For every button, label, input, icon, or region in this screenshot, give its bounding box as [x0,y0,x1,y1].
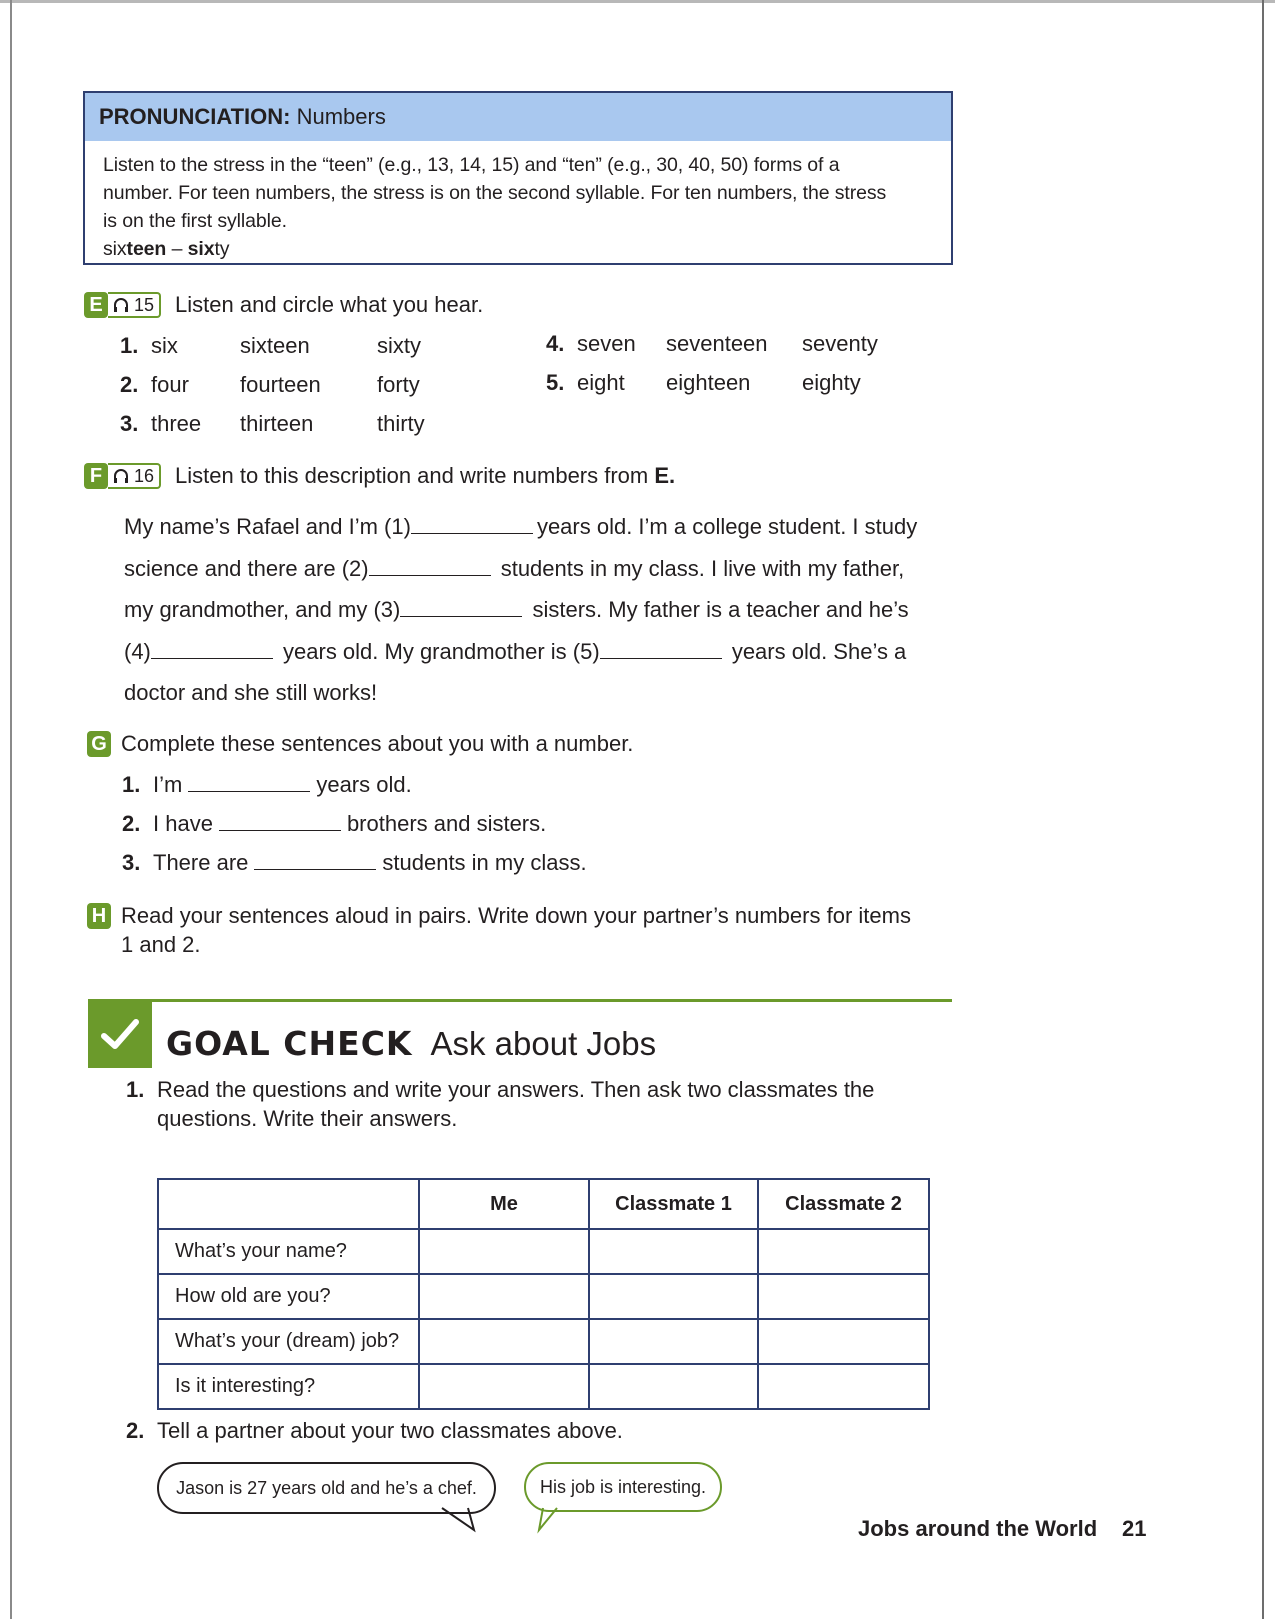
answer-cell[interactable] [419,1274,589,1319]
instruction-line: Read your sentences aloud in pairs. Write down your partner’s numbers for items [121,903,911,928]
paragraph-line [124,589,954,631]
list-item [120,372,420,398]
item-number: 1. [126,1077,145,1102]
question-cell: How old are you? [158,1274,419,1319]
blank-4[interactable] [151,640,273,659]
paragraph-line [124,506,954,548]
goal-item-text [157,1075,874,1133]
sentence-end: students in my class. [382,850,587,875]
item-number: 3. [122,850,141,875]
list-item [120,333,421,359]
answer-blank[interactable] [254,851,376,870]
paragraph-line [124,631,954,673]
answer-cell[interactable] [419,1229,589,1274]
blank-2[interactable] [369,557,491,576]
paragraph-text: years old. I’m a college student. I study [536,514,918,539]
item-number: 1. [122,772,141,797]
table-row [158,1229,929,1274]
pronunciation-heading-rest: Numbers [290,104,386,129]
speech-bubble [157,1462,496,1514]
sentence-start: I’m [153,772,183,797]
pronunciation-body [85,141,951,263]
instruction-bold: E. [654,463,676,488]
item-number: 1. [120,333,139,358]
table-header-cell: Me [419,1179,589,1229]
answer-blank[interactable] [188,773,310,792]
page-left-edge [10,0,12,1619]
word-option[interactable]: seventy [802,331,878,356]
headphones-icon [112,296,130,314]
jobs-table [157,1178,930,1410]
speech-bubble [524,1462,722,1512]
table-header-row [158,1179,929,1229]
list-item [120,411,425,437]
headphones-icon [112,467,130,485]
list-item [122,811,546,837]
answer-cell[interactable] [589,1364,758,1409]
section-f-header [84,463,675,489]
answer-cell[interactable] [419,1364,589,1409]
page-number: 21 [1122,1516,1147,1541]
blank-3[interactable] [400,598,522,617]
paragraph-text: doctor and she still works! [124,680,378,705]
goal-check-rule [88,999,952,1002]
paragraph-text: students in my class. I live with my father, [500,555,905,581]
example-syllable: ty [214,238,230,260]
table-row [158,1274,929,1319]
word-option[interactable]: forty [377,372,420,397]
section-f-badge: F [84,463,108,489]
question-cell: What’s your (dream) job? [158,1319,419,1364]
track-number: 16 [134,465,155,486]
page-right-edge [1262,0,1264,1619]
blank-1[interactable] [411,515,533,534]
word-option[interactable]: thirty [377,411,425,436]
example-dash: – [166,238,188,260]
section-e-badge: E [84,292,108,318]
speech-bubble-text: His job is interesting. [539,1476,707,1497]
list-item [546,331,878,357]
paragraph-text: science and there are (2) [124,555,369,581]
goal-item-line: Read the questions and write your answers. Then ask two classmates the [157,1077,875,1102]
example-stressed-syllable: teen [126,238,167,260]
item-number: 4. [546,331,565,356]
word-option[interactable]: eight [577,370,625,395]
paragraph-line [124,548,954,590]
table-header-cell: Classmate 1 [589,1179,758,1229]
goal-item-2 [126,1416,623,1445]
table-row [158,1364,929,1409]
sentence-start: I have [153,811,213,836]
answer-cell[interactable] [589,1319,758,1364]
pronunciation-line: number. For teen numbers, the stress is on the second syllable. For ten numbers, the stress [103,182,887,204]
word-option[interactable]: eighteen [666,370,751,395]
pronunciation-header [85,93,951,141]
list-item [122,772,412,798]
goal-check-title [166,1024,656,1063]
word-option[interactable]: sixty [377,333,421,358]
word-option[interactable]: thirteen [240,411,314,436]
audio-track-15[interactable] [108,292,161,318]
goal-item-1 [126,1075,874,1133]
word-option[interactable]: fourteen [240,372,321,397]
pronunciation-line: Listen to the stress in the “teen” (e.g., 13, 14, 15) and “ten” (e.g., 30, 40, 50) forms of a [103,154,840,176]
section-g-header [87,731,633,757]
section-h-badge: H [87,903,111,929]
answer-cell[interactable] [758,1364,929,1409]
section-f-instruction [175,463,675,489]
paragraph-line [124,672,954,714]
word-option[interactable]: eighty [802,370,861,395]
section-e-header [84,292,483,318]
sentence-end: brothers and sisters. [346,811,547,836]
answer-cell[interactable] [758,1319,929,1364]
checkmark-icon [88,1002,152,1068]
item-number: 2. [120,372,139,397]
paragraph-text: years old. My grandmother is (5) [283,638,600,664]
list-item [546,370,861,396]
blank-5[interactable] [600,640,722,659]
table-header-cell [158,1179,419,1229]
goal-check-label: GOAL CHECK [166,1024,413,1063]
section-g-instruction: Complete these sentences about you with a number. [121,731,634,756]
example-syllable: six [103,238,127,260]
question-cell: Is it interesting? [158,1364,419,1409]
item-number: 2. [126,1418,145,1443]
goal-item-line: Tell a partner about your two classmates above. [157,1418,623,1443]
answer-cell[interactable] [419,1319,589,1364]
section-g-badge: G [87,731,111,757]
track-number: 15 [134,294,155,315]
section-h-header [87,901,911,959]
audio-track-16[interactable] [108,463,161,489]
word-option[interactable]: sixteen [240,333,310,358]
pronunciation-example [103,235,933,263]
answer-cell[interactable] [758,1229,929,1274]
answer-cell[interactable] [589,1274,758,1319]
list-item [122,850,587,876]
paragraph-text: my grandmother, and my (3) [124,597,401,622]
sentence-end: years old. [316,772,412,797]
page-top-edge [0,0,1275,3]
instruction-text: Listen to this description and write numbers from [175,463,655,488]
section-e-instruction: Listen and circle what you hear. [175,292,484,317]
pronunciation-box [83,91,953,265]
speech-bubble-text: Jason is 27 years old and he’s a chef. [176,1477,477,1498]
item-number: 2. [122,811,141,836]
section-f-paragraph [124,506,954,714]
table-header-cell: Classmate 2 [758,1179,929,1229]
word-option[interactable]: six [151,333,178,358]
footer-title: Jobs around the World [858,1516,1098,1541]
word-option[interactable]: seventeen [666,331,768,356]
pronunciation-line: is on the first syllable. [103,210,287,232]
answer-cell[interactable] [589,1229,758,1274]
paragraph-text: (4) [124,638,151,664]
goal-check-subtitle: Ask about Jobs [430,1025,657,1062]
word-option[interactable]: three [151,411,202,436]
section-h-instruction [121,901,911,959]
example-stressed-syllable: six [187,238,215,260]
word-option[interactable]: four [151,372,189,397]
table-row [158,1319,929,1364]
pronunciation-heading-bold: PRONUNCIATION: [99,104,291,129]
word-option[interactable]: seven [577,331,636,356]
instruction-line: 1 and 2. [121,932,201,957]
answer-cell[interactable] [758,1274,929,1319]
paragraph-text: years old. She’s a [731,638,907,664]
paragraph-text: sisters. My father is a teacher and he’s [532,597,909,622]
goal-item-line: questions. Write their answers. [157,1106,458,1131]
item-number: 5. [546,370,565,395]
item-number: 3. [120,411,139,436]
question-cell: What’s your name? [158,1229,419,1274]
answer-blank[interactable] [219,812,341,831]
paragraph-text: My name’s Rafael and I’m (1) [124,514,411,539]
sentence-start: There are [153,850,249,875]
